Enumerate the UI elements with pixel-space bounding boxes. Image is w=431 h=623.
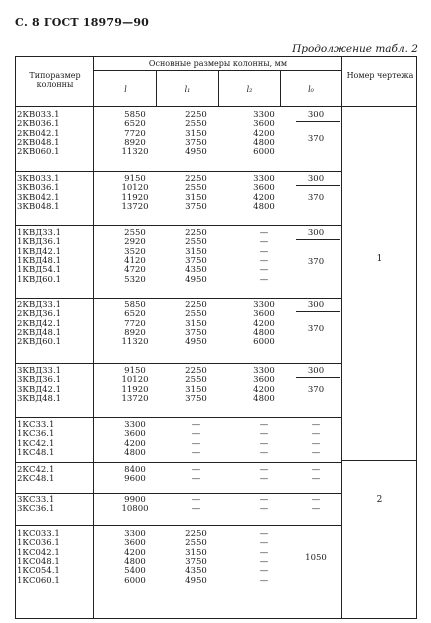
cell-l1: — (191, 495, 201, 505)
header-subdivider (93, 70, 341, 71)
cell-l2: — (259, 495, 269, 505)
cell-l1: 3750 (185, 393, 207, 404)
cell-l2: — (259, 447, 269, 458)
cell-l1: 4350 (185, 566, 207, 577)
cell-l: 11920 (121, 384, 149, 395)
cell-l: 11920 (121, 192, 149, 203)
cell-l0-first: 300 (307, 228, 325, 238)
cell-l: 2550 (124, 228, 146, 238)
col-divider-drawing (341, 56, 342, 619)
cell-l2: 3600 (253, 119, 275, 130)
cell-l1: 2250 (185, 529, 207, 539)
cell-designation: 3КС36.1 (17, 504, 55, 515)
cell-l1: 2550 (185, 538, 207, 549)
cell-l2: — (259, 429, 269, 440)
cell-l: 3600 (124, 429, 146, 440)
drawing-number-1: 1 (376, 254, 383, 264)
table-top-border (15, 56, 417, 57)
cell-l1: — (191, 420, 201, 430)
cell-l1: 2550 (185, 309, 207, 320)
cell-l0: — (311, 465, 321, 475)
cell-l: 4800 (124, 556, 146, 567)
header-l: l (124, 85, 127, 94)
cell-l2: — (259, 274, 269, 285)
cell-l0: 1050 (305, 552, 327, 563)
cell-l1: 3150 (185, 192, 207, 203)
cell-designation: 1КС033.1 (17, 529, 60, 539)
header-l0: l₀ (308, 85, 314, 94)
cell-designation: 3КВ042.1 (17, 192, 60, 203)
cell-l: 8920 (124, 137, 146, 148)
cell-l: 6520 (124, 119, 146, 130)
cell-l: 6000 (124, 575, 146, 586)
cell-designation: 1КВД60.1 (17, 274, 62, 285)
cell-l2: — (259, 547, 269, 558)
cell-designation: 1КС48.1 (17, 447, 55, 458)
cell-l: 13720 (121, 393, 149, 404)
cell-l0: — (311, 438, 321, 449)
cell-l: 3600 (124, 538, 146, 549)
cell-l2: 4800 (253, 137, 275, 148)
cell-l2: 4200 (253, 318, 275, 329)
cell-l: 8400 (124, 465, 146, 475)
l0-underline (296, 311, 340, 312)
cell-designation: 1КВД36.1 (17, 237, 62, 248)
cell-designation: 2КВ033.1 (17, 110, 60, 120)
cell-designation: 2КВД48.1 (17, 327, 62, 338)
cell-l2: 4200 (253, 192, 275, 203)
cell-l: 10800 (121, 504, 149, 515)
cell-l2: 4800 (253, 201, 275, 212)
cell-l: 4120 (124, 255, 146, 266)
cell-designation: 1КС060.1 (17, 575, 60, 586)
cell-l1: — (191, 447, 201, 458)
cell-designation: 1КС42.1 (17, 438, 55, 449)
cell-l2: 4200 (253, 128, 275, 139)
cell-l: 11320 (121, 337, 149, 348)
cell-designation: 2КВ060.1 (17, 147, 60, 158)
cell-l1: 4950 (185, 147, 207, 158)
cell-l1: 4950 (185, 274, 207, 285)
cell-designation: 2КВД33.1 (17, 300, 62, 310)
cell-l2: — (259, 246, 269, 257)
cell-designation: 2КВД42.1 (17, 318, 62, 329)
cell-l1: — (191, 429, 201, 440)
cell-l2: 6000 (253, 337, 275, 348)
header-l2: l₂ (246, 85, 253, 94)
cell-designation: 1КС36.1 (17, 429, 55, 440)
table-right-border (416, 56, 417, 619)
cell-l2: — (259, 438, 269, 449)
cell-designation: 1КС042.1 (17, 547, 60, 558)
cell-l: 5400 (124, 566, 146, 577)
header-l1: l₁ (184, 85, 191, 94)
page-header (15, 16, 418, 55)
cell-l2: 3300 (253, 110, 275, 120)
cell-l2: — (259, 237, 269, 248)
cell-l0-first: 300 (307, 366, 325, 376)
cell-l: 9900 (124, 495, 146, 505)
cell-l2: 3600 (253, 375, 275, 386)
cell-l: 4200 (124, 438, 146, 449)
cell-l2: 4800 (253, 327, 275, 338)
cell-l: 6520 (124, 309, 146, 320)
cell-l1: — (191, 474, 201, 485)
group-separator (15, 225, 341, 226)
group-separator (15, 298, 341, 299)
l0-underline (296, 185, 340, 186)
cell-designation: 3КВ033.1 (17, 174, 60, 184)
cell-l1: 4350 (185, 265, 207, 276)
cell-l0: — (311, 429, 321, 440)
cell-l: 2920 (124, 237, 146, 248)
cell-l0-first: 300 (307, 300, 325, 310)
cell-designation: 1КС054.1 (17, 566, 60, 577)
cell-l2: 6000 (253, 147, 275, 158)
cell-designation: 3КВД48.1 (17, 393, 62, 404)
cell-l1: 2550 (185, 237, 207, 248)
cell-l1: 4950 (185, 575, 207, 586)
cell-l0: — (311, 504, 321, 515)
cell-l2: — (259, 255, 269, 266)
cell-l2: — (259, 228, 269, 238)
cell-l2: — (259, 556, 269, 567)
cell-l1: 3150 (185, 128, 207, 139)
table-bottom-border (15, 618, 417, 619)
cell-l: 7720 (124, 128, 146, 139)
cell-l1: 3750 (185, 201, 207, 212)
cell-l2: — (259, 420, 269, 430)
l0-underline (296, 377, 340, 378)
cell-l1: 4950 (185, 337, 207, 348)
drawing-number-2: 2 (376, 495, 383, 505)
header-drawing-number: Номер чертежа (346, 71, 414, 80)
cell-designation: 1КВД48.1 (17, 255, 62, 266)
cell-designation: 2КВ048.1 (17, 137, 60, 148)
group-separator (15, 171, 341, 172)
cell-l1: — (191, 438, 201, 449)
cell-l0: — (311, 495, 321, 505)
cell-l2: — (259, 504, 269, 515)
cell-l1: 2550 (185, 119, 207, 130)
cell-designation: 3КВ048.1 (17, 201, 60, 212)
cell-l0-first: 300 (307, 110, 325, 120)
cell-l2: 4800 (253, 393, 275, 404)
cell-l: 9150 (124, 174, 146, 184)
cell-l2: — (259, 265, 269, 276)
cell-l1: 3150 (185, 318, 207, 329)
cell-l1: 2250 (185, 300, 207, 310)
cell-designation: 1КС048.1 (17, 556, 60, 567)
cell-l1: 3150 (185, 384, 207, 395)
cell-l2: — (259, 566, 269, 577)
cell-l1: 3750 (185, 137, 207, 148)
cell-designation: 3КВД36.1 (17, 375, 62, 386)
dimensions-table (15, 56, 417, 619)
cell-l1: 3750 (185, 327, 207, 338)
cell-l: 7720 (124, 318, 146, 329)
group-separator (15, 525, 341, 526)
cell-designation: 2КВД36.1 (17, 309, 62, 320)
cell-l: 8920 (124, 327, 146, 338)
cell-l2: — (259, 465, 269, 475)
cell-l0: — (311, 420, 321, 430)
cell-l2: 3600 (253, 309, 275, 320)
cell-designation: 1КВД54.1 (17, 265, 62, 276)
cell-l2: — (259, 575, 269, 586)
cell-l1: 3150 (185, 547, 207, 558)
group-separator (15, 493, 341, 494)
cell-l1: 3150 (185, 246, 207, 257)
cell-l1: 2550 (185, 375, 207, 386)
cell-designation: 2КВД60.1 (17, 337, 62, 348)
cell-l1: 3750 (185, 255, 207, 266)
cell-designation: 2КВ042.1 (17, 128, 60, 139)
cell-designation: 3КВД33.1 (17, 366, 62, 376)
cell-l0: — (311, 474, 321, 485)
header-bottom-line (15, 106, 417, 107)
cell-l0-rest: 370 (307, 193, 325, 204)
cell-l1: — (191, 465, 201, 475)
cell-l: 10120 (121, 183, 149, 194)
l0-underline (296, 121, 340, 122)
cell-l1: — (191, 504, 201, 515)
l0-underline (296, 239, 340, 240)
cell-designation: 1КС33.1 (17, 420, 55, 430)
cell-l1: 2250 (185, 110, 207, 120)
cell-designation: 1КВД33.1 (17, 228, 62, 238)
group-separator (15, 417, 341, 418)
table-continuation-caption: Продолжение табл. 2 (292, 43, 418, 55)
cell-l0-first: 300 (307, 174, 325, 184)
cell-l1: 2550 (185, 183, 207, 194)
cell-l2: 4200 (253, 384, 275, 395)
cell-l0-rest: 370 (307, 323, 325, 334)
cell-l: 4200 (124, 547, 146, 558)
cell-l: 4800 (124, 447, 146, 458)
cell-l1: 2250 (185, 174, 207, 184)
cell-l: 3300 (124, 529, 146, 539)
table-left-border (15, 56, 16, 619)
group-separator (15, 462, 341, 463)
cell-l: 3300 (124, 420, 146, 430)
cell-l: 4720 (124, 265, 146, 276)
cell-l: 5850 (124, 110, 146, 120)
cell-l: 9600 (124, 474, 146, 485)
cell-designation: 1КС036.1 (17, 538, 60, 549)
cell-l: 5320 (124, 274, 146, 285)
cell-l2: 3300 (253, 366, 275, 376)
cell-l1: 3750 (185, 556, 207, 567)
cell-l0: — (311, 447, 321, 458)
cell-l: 5850 (124, 300, 146, 310)
cell-designation: 2КС48.1 (17, 474, 55, 485)
cell-l2: 3300 (253, 300, 275, 310)
cell-l2: — (259, 529, 269, 539)
header-size-type: Типоразмер колонны (29, 71, 81, 89)
cell-designation: 3КС33.1 (17, 495, 55, 505)
cell-designation: 3КВД42.1 (17, 384, 62, 395)
cell-l: 3520 (124, 246, 146, 257)
cell-l: 9150 (124, 366, 146, 376)
cell-l0-rest: 370 (307, 256, 325, 267)
group-separator (15, 363, 341, 364)
header-main-dimensions: Основные размеры колонны, мм (148, 59, 288, 68)
cell-l: 10120 (121, 375, 149, 386)
cell-l2: — (259, 538, 269, 549)
standard-page-reference: С. 8 ГОСТ 18979—90 (15, 16, 150, 29)
cell-l1: 2250 (185, 366, 207, 376)
cell-l2: 3600 (253, 183, 275, 194)
drawing-section-divider (341, 460, 417, 461)
cell-designation: 3КВ036.1 (17, 183, 60, 194)
cell-designation: 2КС42.1 (17, 465, 55, 475)
cell-designation: 2КВ036.1 (17, 119, 60, 130)
cell-l: 11320 (121, 147, 149, 158)
cell-l2: — (259, 474, 269, 485)
cell-designation: 1КВД42.1 (17, 246, 62, 257)
cell-l: 13720 (121, 201, 149, 212)
cell-l1: 2250 (185, 228, 207, 238)
cell-l2: 3300 (253, 174, 275, 184)
cell-l0-rest: 370 (307, 385, 325, 396)
cell-l0-rest: 370 (307, 133, 325, 144)
